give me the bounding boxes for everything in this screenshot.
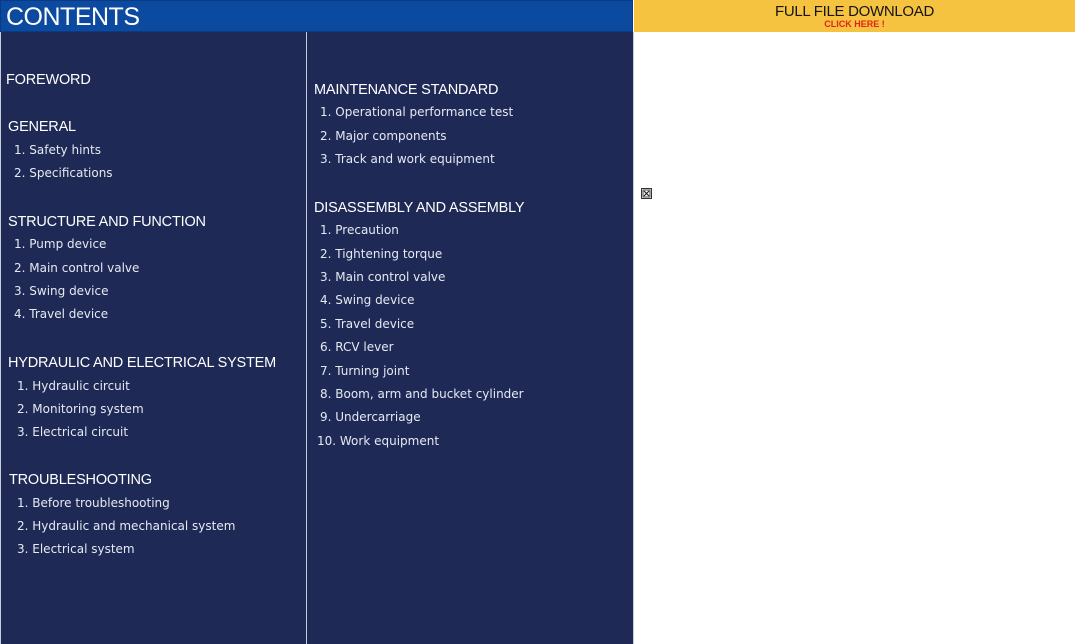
toc-item-swing-device[interactable]: 3. Swing device	[14, 284, 109, 298]
toc-item-travel-device[interactable]: 4. Travel device	[14, 307, 109, 321]
download-label: FULL FILE DOWNLOAD	[774, 3, 935, 20]
toc-heading-general[interactable]: GENERAL	[8, 119, 76, 135]
toc-heading-disassembly[interactable]: DISASSEMBLY AND ASSEMBLY	[314, 200, 525, 216]
toc-item-track-work-equipment[interactable]: 3. Track and work equipment	[320, 152, 495, 166]
toc-item-hydraulic-circuit[interactable]: 1. Hydraulic circuit	[17, 379, 130, 393]
content-pane	[634, 32, 1075, 644]
toc-item-main-control-valve[interactable]: 2. Main control valve	[14, 261, 140, 275]
click-here-label: CLICK HERE !	[824, 19, 885, 29]
toc-item-da-main-control-valve[interactable]: 3. Main control valve	[320, 270, 446, 284]
toc-heading-troubleshooting[interactable]: TROUBLESHOOTING	[9, 472, 152, 488]
toc-item-electrical-circuit[interactable]: 3. Electrical circuit	[17, 425, 129, 439]
toc-item-precaution[interactable]: 1. Precaution	[320, 223, 399, 237]
toc-right-column	[307, 32, 634, 644]
toc-item-work-equipment[interactable]: 10. Work equipment	[317, 434, 440, 448]
toc-heading-hydraulic[interactable]: HYDRAULIC AND ELECTRICAL SYSTEM	[8, 355, 277, 371]
page-title: CONTENTS	[6, 3, 140, 31]
toc-item-da-travel-device[interactable]: 5. Travel device	[320, 317, 415, 331]
toc-heading-structure[interactable]: STRUCTURE AND FUNCTION	[8, 214, 206, 230]
toc-item-undercarriage[interactable]: 9. Undercarriage	[320, 410, 421, 424]
toc-item-boom-arm-bucket[interactable]: 8. Boom, arm and bucket cylinder	[320, 387, 524, 401]
toc-item-da-swing-device[interactable]: 4. Swing device	[320, 293, 415, 307]
toc-item-pump-device[interactable]: 1. Pump device	[14, 237, 107, 251]
toc-item-electrical-system[interactable]: 3. Electrical system	[17, 542, 135, 556]
broken-image-icon	[641, 188, 652, 199]
toc-heading-foreword[interactable]: FOREWORD	[6, 72, 91, 88]
full-file-download-button[interactable]	[634, 0, 1075, 32]
toc-item-safety-hints[interactable]: 1. Safety hints	[14, 143, 101, 157]
toc-item-tightening-torque[interactable]: 2. Tightening torque	[320, 247, 443, 261]
toc-item-major-components[interactable]: 2. Major components	[320, 129, 447, 143]
toc-heading-maintenance[interactable]: MAINTENANCE STANDARD	[314, 82, 499, 98]
toc-item-rcv-lever[interactable]: 6. RCV lever	[320, 340, 394, 354]
toc-item-specifications[interactable]: 2. Specifications	[14, 166, 113, 180]
toc-item-before-troubleshooting[interactable]: 1. Before troubleshooting	[17, 496, 170, 510]
toc-item-monitoring-system[interactable]: 2. Monitoring system	[17, 402, 144, 416]
contents-header	[0, 0, 633, 32]
toc-item-turning-joint[interactable]: 7. Turning joint	[320, 364, 410, 378]
toc-item-performance-test[interactable]: 1. Operational performance test	[320, 105, 514, 119]
toc-item-hydraulic-mechanical[interactable]: 2. Hydraulic and mechanical system	[17, 519, 236, 533]
